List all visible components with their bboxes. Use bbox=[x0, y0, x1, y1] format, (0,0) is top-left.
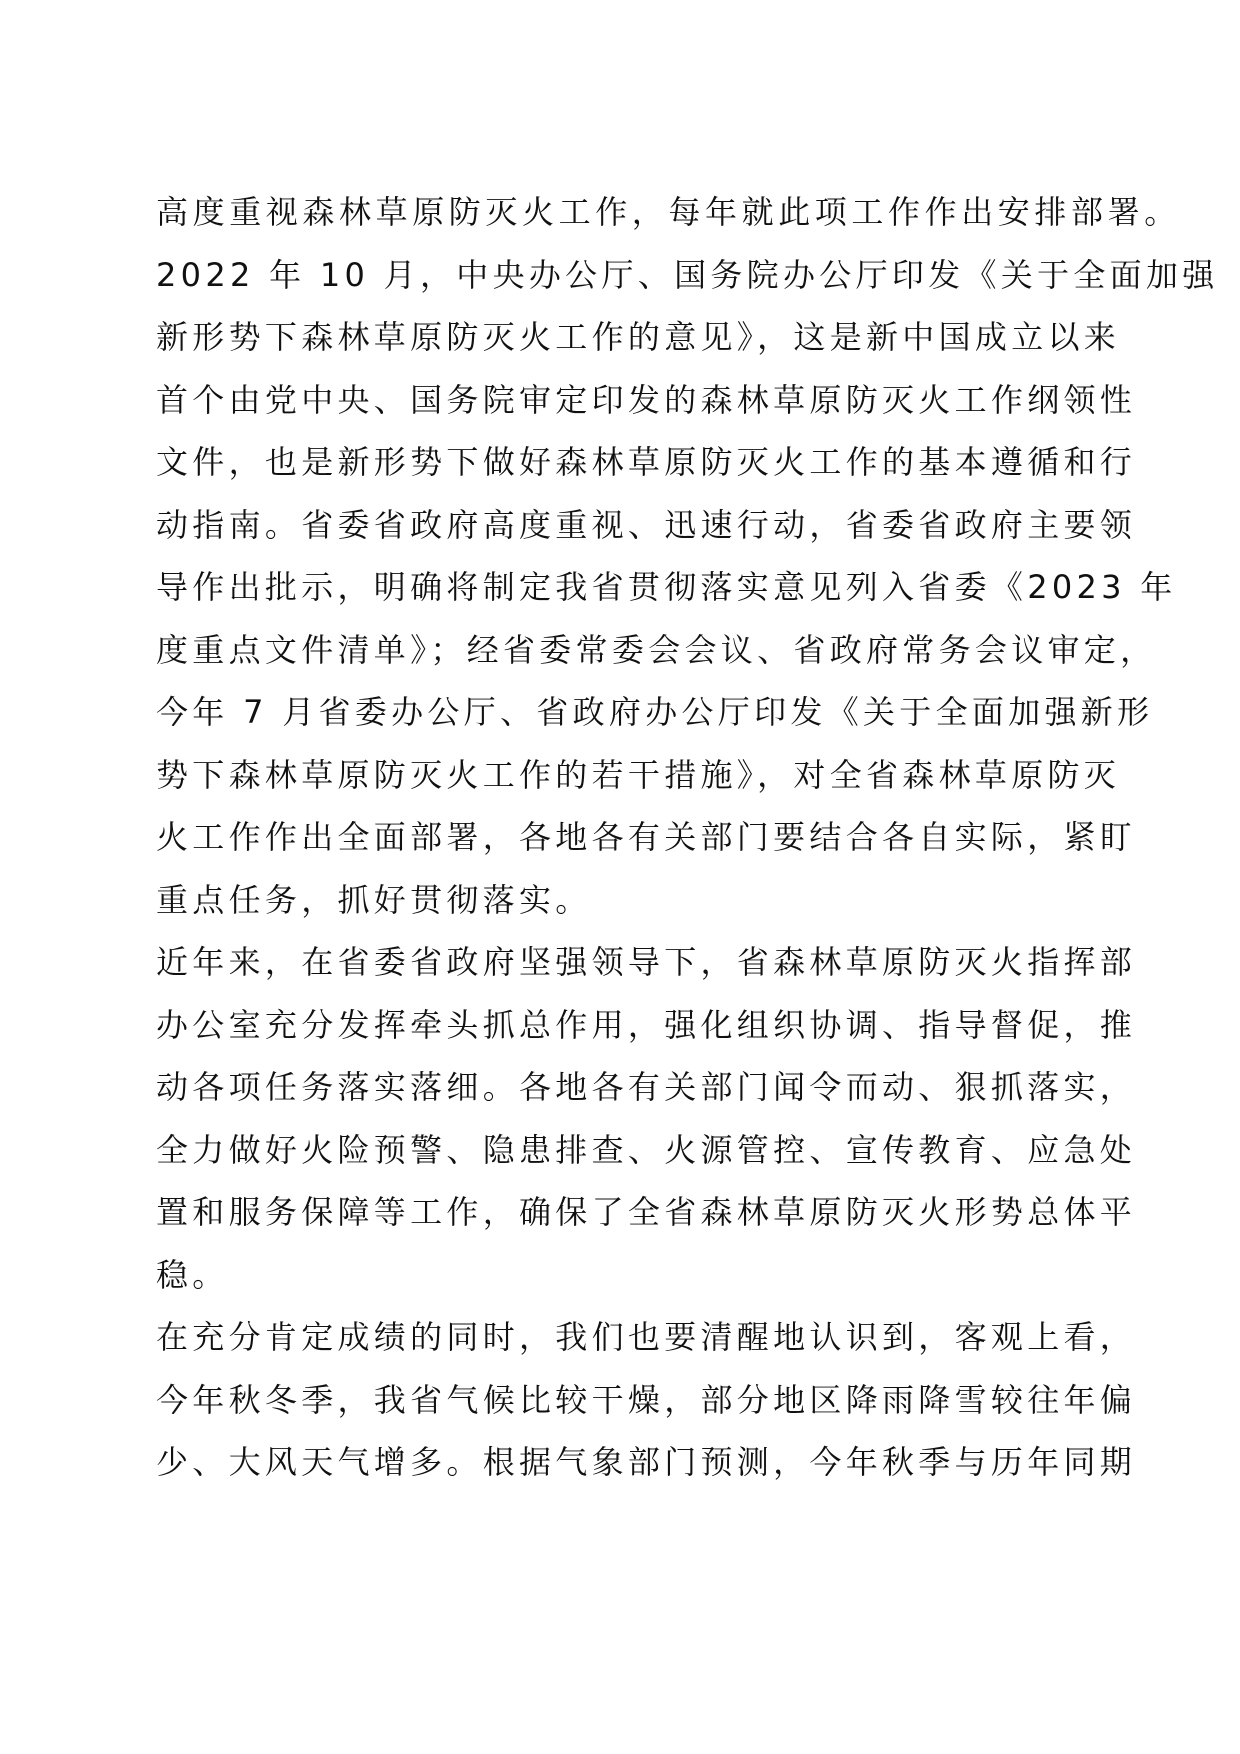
text-line: 近年来，在省委省政府坚强领导下，省森林草原防灭火指挥部 bbox=[156, 943, 1137, 981]
text-line: 度重点文件清单》；经省委常委会会议、省政府常务会议审定， bbox=[156, 630, 1157, 669]
text-line: 势下森林草原防灭火工作的若干措施》，对全省森林草原防灭 bbox=[156, 755, 1121, 794]
text-line: 新形势下森林草原防灭火工作的意见》，这是新中国成立以来 bbox=[156, 318, 1121, 356]
text-line: 在充分肯定成绩的同时，我们也要清醒地认识到，客观上看， bbox=[156, 1318, 1137, 1356]
text-line: 动各项任务落实落细。各地各有关部门闻令而动、狠抓落实， bbox=[156, 1068, 1137, 1106]
text-line: 今年秋冬季，我省气候比较干燥，部分地区降雨降雪较往年偏 bbox=[156, 1380, 1137, 1419]
text-line: 重点任务，抓好贯彻落实。 bbox=[156, 880, 592, 919]
text-line: 稳。 bbox=[156, 1255, 229, 1294]
text-line: 文件，也是新形势下做好森林草原防灭火工作的基本遵循和行 bbox=[156, 443, 1137, 481]
text-line: 导作出批示，明确将制定我省贯彻落实意见列入省委《2023 年 bbox=[156, 568, 1177, 606]
text-line: 全力做好火险预警、隐患排查、火源管控、宣传教育、应急处 bbox=[156, 1130, 1137, 1169]
document-body bbox=[156, 181, 1219, 1494]
text-line: 动指南。省委省政府高度重视、迅速行动，省委省政府主要领 bbox=[156, 505, 1137, 544]
text-line: 火工作作出全面部署，各地各有关部门要结合各自实际，紧盯 bbox=[156, 818, 1137, 856]
text-line: 高度重视森林草原防灭火工作，每年就此项工作作出安排部署。 bbox=[156, 193, 1181, 231]
text-line: 首个由党中央、国务院审定印发的森林草原防灭火工作纲领性 bbox=[156, 380, 1137, 419]
text-line: 2022 年 10 月，中央办公厅、国务院办公厅印发《关于全面加强 bbox=[156, 255, 1219, 294]
text-line: 少、大风天气增多。根据气象部门预测，今年秋季与历年同期 bbox=[156, 1443, 1137, 1481]
text-line: 办公室充分发挥牵头抓总作用，强化组织协调、指导督促，推 bbox=[156, 1005, 1137, 1044]
text-line: 置和服务保障等工作，确保了全省森林草原防灭火形势总体平 bbox=[156, 1193, 1137, 1231]
text-line: 今年 7 月省委办公厅、省政府办公厅印发《关于全面加强新形 bbox=[156, 693, 1154, 731]
